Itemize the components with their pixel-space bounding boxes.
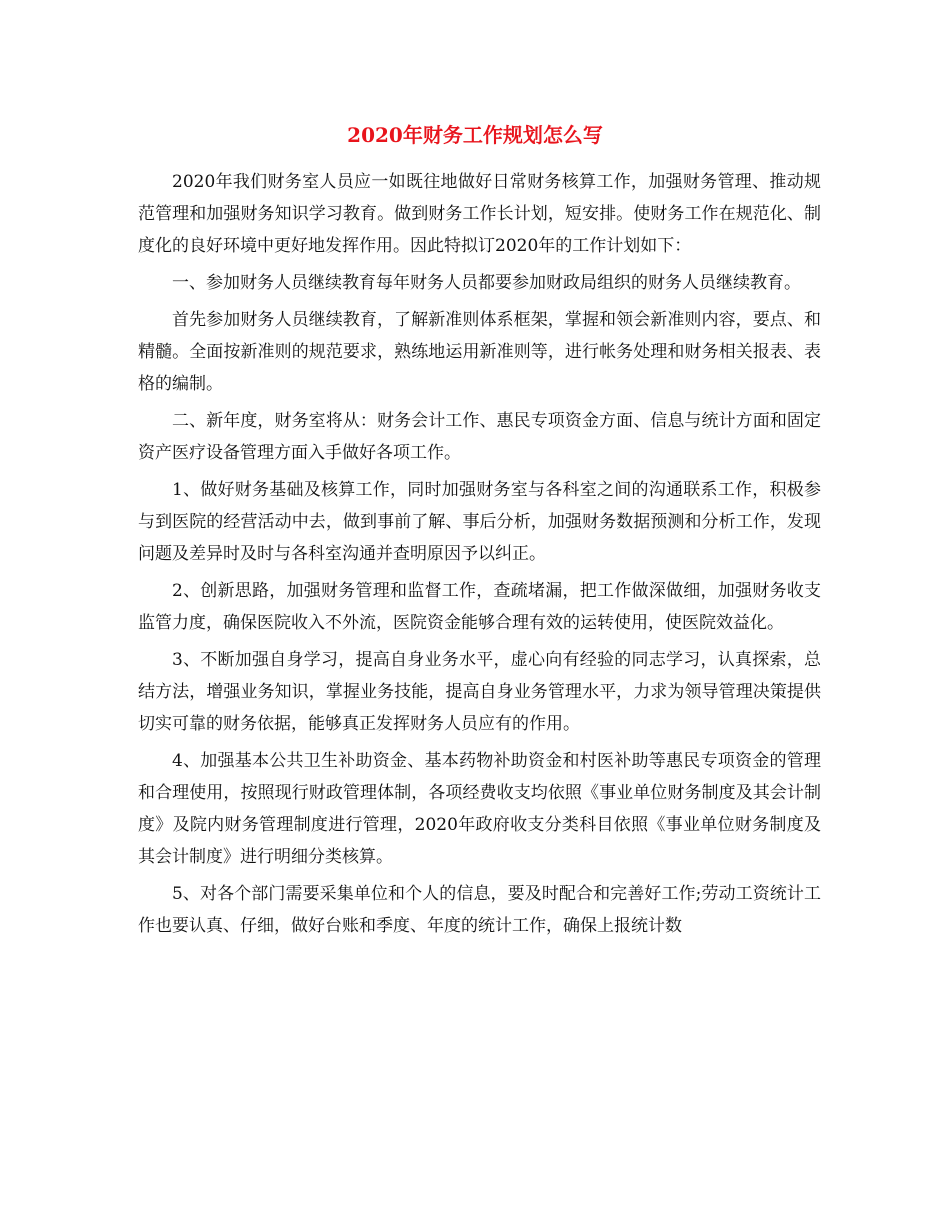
- paragraph-item-4: 4、加强基本公共卫生补助资金、基本药物补助资金和村医补助等惠民专项资金的管理和合理使用，按照现行财政管理体制，各项经费收支均依照《事业单位财务制度及其会计制度》及院内财务管理制度进行管理，2020年政府收支分类科目依照《事业单位财务制度及其会计制度》进行明细分类核算。: [138, 751, 821, 867]
- paragraph-section-1: 一、参加财务人员继续教育每年财务人员都要参加财政局组织的财务人员继续教育。: [172, 273, 801, 293]
- document-body: [138, 166, 821, 947]
- paragraph-item-2: 2、创新思路，加强财务管理和监督工作，查疏堵漏，把工作做深做细，加强财务收支监管力度，确保医院收入不外流，医院资金能够合理有效的运转使用，使医院效益化。: [138, 581, 821, 633]
- paragraph-section-1-detail: 首先参加财务人员继续教育，了解新准则体系框架，掌握和领会新准则内容，要点、和精髓。全面按新准则的规范要求，熟练地运用新准则等，进行帐务处理和财务相关报表、表格的编制。: [138, 310, 821, 394]
- paragraph-intro: 2020年我们财务室人员应一如既往地做好日常财务核算工作，加强财务管理、推动规范管理和加强财务知识学习教育。做到财务工作长计划，短安排。使财务工作在规范化、制度化的良好环境中更好地发挥作用。因此特拟订2020年的工作计划如下：: [138, 172, 821, 256]
- paragraph-item-3: 3、不断加强自身学习，提高自身业务水平，虚心向有经验的同志学习，认真探索，总结方法，增强业务知识，掌握业务技能，提高自身业务管理水平，力求为领导管理决策提供切实可靠的财务依据，能够真正发挥财务人员应有的作用。: [138, 650, 821, 734]
- paragraph-section-2: 二、新年度，财务室将从：财务会计工作、惠民专项资金方面、信息与统计方面和固定资产医疗设备管理方面入手做好各项工作。: [138, 411, 821, 463]
- paragraph-item-5: 5、对各个部门需要采集单位和个人的信息，要及时配合和完善好工作;劳动工资统计工作也要认真、仔细，做好台账和季度、年度的统计工作，确保上报统计数: [138, 884, 821, 936]
- paragraph-item-1: 1、做好财务基础及核算工作，同时加强财务室与各科室之间的沟通联系工作，积极参与到医院的经营活动中去，做到事前了解、事后分析，加强财务数据预测和分析工作，发现问题及差异时及时与各科室沟通并查明原因予以纠正。: [138, 480, 821, 564]
- document-title: 2020年财务工作规划怎么写: [347, 123, 603, 147]
